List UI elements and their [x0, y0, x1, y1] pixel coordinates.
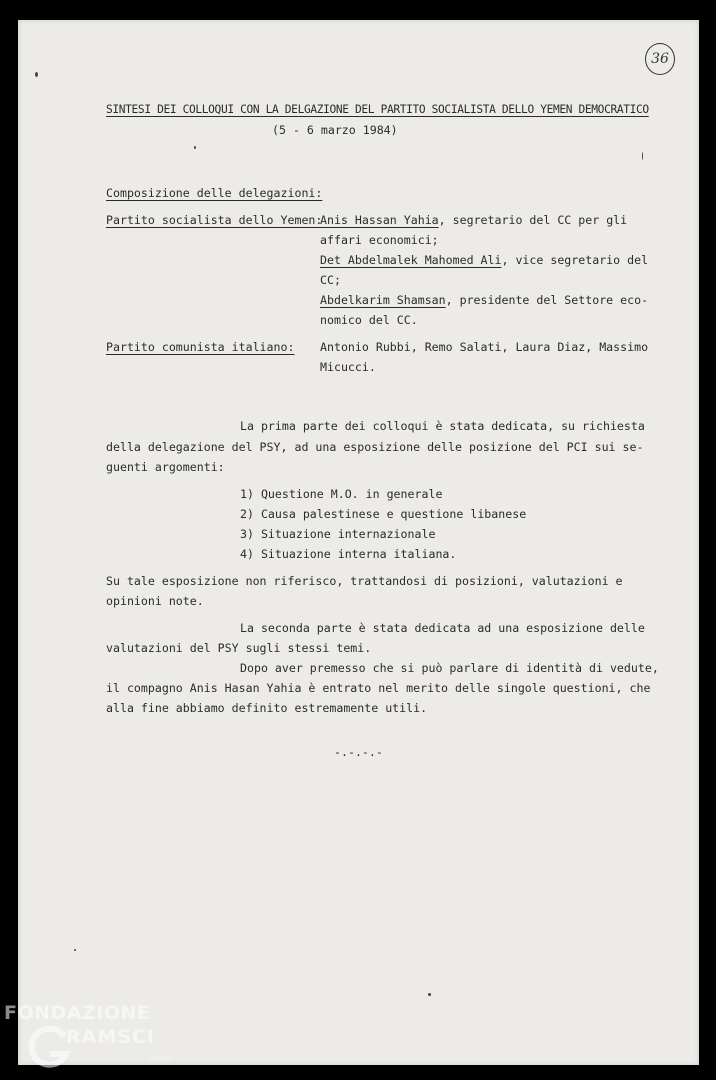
paragraph-4-line: alla fine abbiamo definito estremamente utili.: [106, 701, 428, 715]
paper-mark: [194, 146, 196, 149]
member-name: Anis Hassan Yahia: [320, 213, 439, 227]
logo-line-1: FONDAZIONE: [4, 1002, 151, 1024]
member-name: Det Abdelmalek Mahomed Ali: [320, 253, 502, 267]
paragraph-2-line: opinioni note.: [106, 594, 204, 608]
paragraph-1-line: della delegazione del PSY, ad una esposizione delle posizione del PCI sui se-: [106, 440, 644, 454]
pci-members: Antonio Rubbi, Remo Salati, Laura Diaz, Massimo: [320, 340, 649, 354]
paragraph-2-line: Su tale esposizione non riferisco, trattandosi di posizioni, valutazioni e: [106, 574, 623, 588]
topic-item: 4) Situazione interna italiana.: [240, 547, 457, 561]
end-separator: -.-.-.-: [334, 745, 383, 759]
psy-member-2-role-cont: CC;: [320, 273, 341, 287]
psy-member-1-role-cont: affari economici;: [320, 233, 439, 247]
logo-line-2: RAMSCI: [66, 1026, 155, 1048]
document-page: [18, 20, 699, 1065]
paragraph-3-line: valutazioni del PSY sugli stessi temi.: [106, 641, 372, 655]
gramsci-g-icon: [28, 1024, 70, 1072]
topic-item: 1) Questione M.O. in generale: [240, 487, 443, 501]
topic-item: 3) Situazione internazionale: [240, 527, 436, 541]
document-date: (5 - 6 marzo 1984): [272, 123, 398, 137]
paragraph-3-line: La seconda parte è stata dedicata ad una esposizione delle: [240, 621, 645, 635]
member-role: , presidente del Settore eco-: [445, 293, 649, 307]
document-title: SINTESI DEI COLLOQUI CON LA DELGAZIONE DEL PARTITO SOCIALISTA DELLO YEMEN DEMOCRATICO: [106, 103, 649, 116]
paragraph-4-line: Dopo aver premesso che si può parlare di identità di vedute,: [240, 661, 659, 675]
psy-member-1: [320, 213, 627, 227]
paper-mark: [74, 949, 76, 951]
paragraph-4-line: il compagno Anis Hasan Yahia è entrato nel merito delle singole questioni, che: [106, 681, 651, 695]
psy-member-3: [320, 293, 648, 307]
psy-delegation-label: Partito socialista dello Yemen:: [106, 213, 323, 227]
member-name: Abdelkarim Shamsan: [320, 293, 446, 307]
psy-member-2: [320, 253, 648, 267]
paragraph-1-line: La prima parte dei colloqui è stata dedicata, su richiesta: [240, 419, 645, 433]
paper-mark: [35, 72, 38, 77]
member-role: , vice segretario del: [501, 253, 649, 267]
pci-delegation-label: Partito comunista italiano:: [106, 340, 295, 354]
delegations-heading: Composizione delle delegazioni:: [106, 186, 323, 200]
page-number-stamp: 36: [645, 43, 675, 75]
paper-mark: [428, 993, 431, 996]
logo-line-3: onlus: [148, 1054, 173, 1064]
archive-watermark-logo: [2, 1000, 192, 1080]
paragraph-1-line: guenti argomenti:: [106, 460, 225, 474]
pci-members-cont: Micucci.: [320, 360, 376, 374]
paper-mark: [642, 152, 643, 160]
psy-member-3-role-cont: nomico del CC.: [320, 313, 418, 327]
topic-item: 2) Causa palestinese e questione libanese: [240, 507, 527, 521]
member-role: , segretario del CC per gli: [438, 213, 628, 227]
